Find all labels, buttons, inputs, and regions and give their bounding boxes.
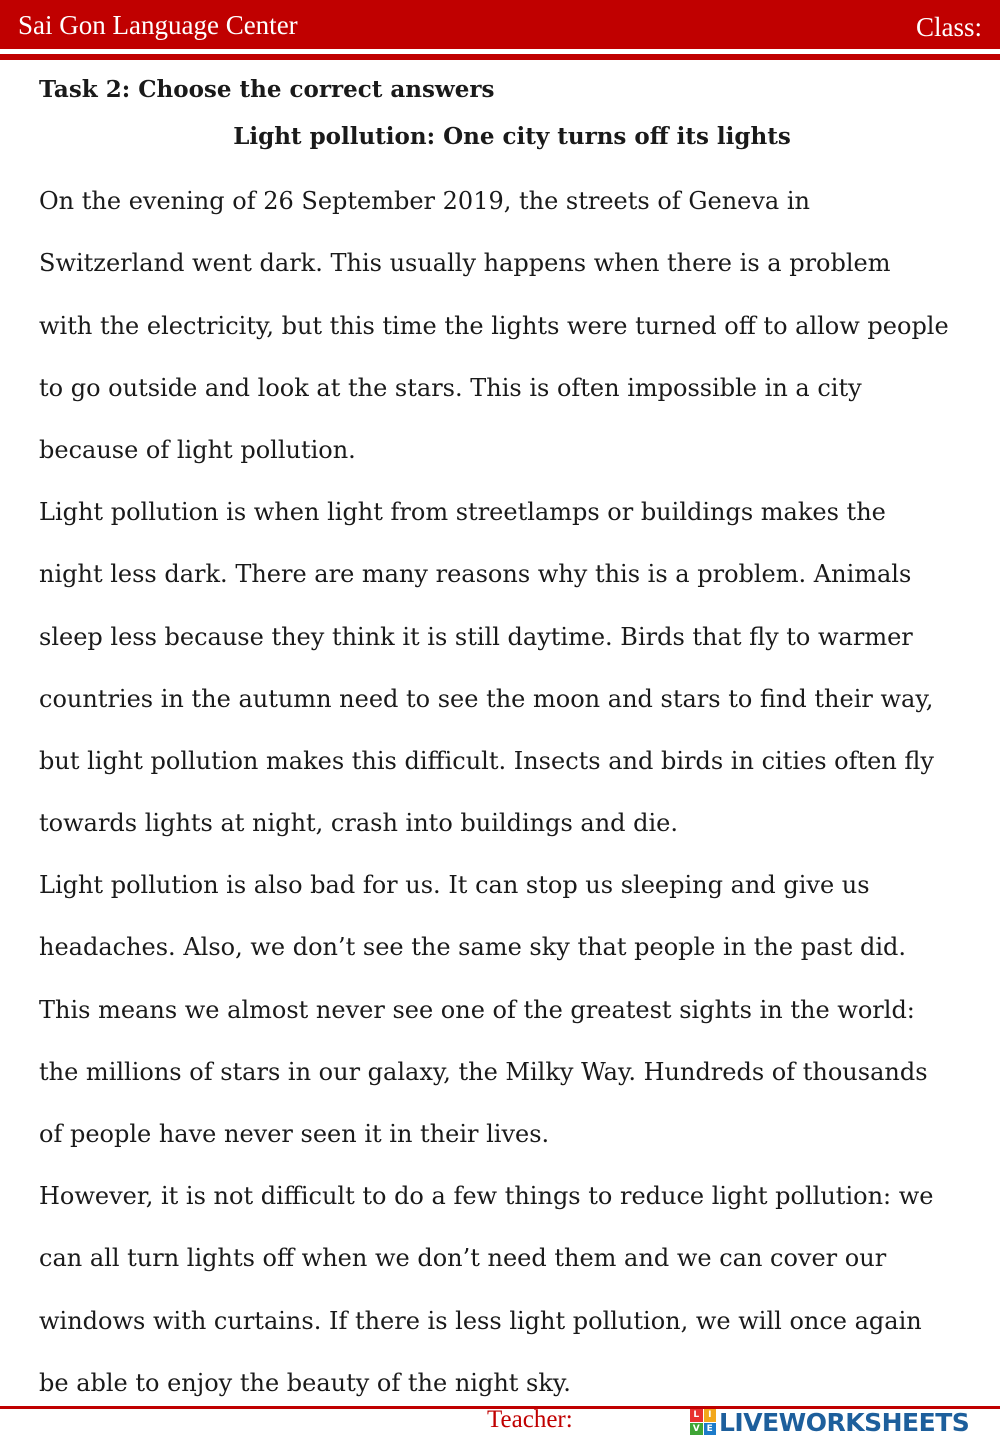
text-line: This means we almost never see one of the greatest sights in the world:: [39, 996, 915, 1024]
logo-letter: I: [704, 1409, 717, 1422]
text-line: of people have never seen it in their lives.: [39, 1120, 550, 1148]
logo-letter: L: [690, 1409, 703, 1422]
text-line: be able to enjoy the beauty of the night sky.: [39, 1369, 571, 1397]
text-line: Switzerland went dark. This usually happens when there is a problem: [39, 249, 891, 277]
text-line: but light pollution makes this difficult. Insects and birds in cities often fly: [39, 747, 934, 775]
class-label: Class:: [915, 12, 982, 42]
text-line: the millions of stars in our galaxy, the Milky Way. Hundreds of thousands: [39, 1058, 928, 1086]
text-line: windows with curtains. If there is less light pollution, we will once again: [39, 1307, 922, 1335]
text-line: towards lights at night, crash into buildings and die.: [39, 809, 679, 837]
article-title: Light pollution: One city turns off its lights: [233, 123, 791, 150]
header-rule: [0, 54, 1000, 60]
text-line: On the evening of 26 September 2019, the streets of Geneva in: [39, 187, 810, 215]
text-line: because of light pollution.: [39, 436, 356, 464]
liveworksheets-logo[interactable]: [690, 1405, 969, 1439]
liveworksheets-wordmark: LIVEWORKSHEETS: [719, 1407, 970, 1437]
task-title: Task 2: Choose the correct answers: [39, 76, 495, 103]
text-line: sleep less because they think it is still daytime. Birds that fly to warmer: [39, 623, 913, 651]
text-line: countries in the autumn need to see the moon and stars to find their way,: [39, 685, 934, 713]
logo-letter: E: [704, 1423, 717, 1436]
text-line: However, it is not difficult to do a few things to reduce light pollution: we: [39, 1182, 934, 1210]
text-line: Light pollution is when light from streetlamps or buildings makes the: [39, 498, 886, 526]
teacher-label: Teacher:: [487, 1406, 573, 1433]
logo-letter: V: [690, 1423, 703, 1436]
text-line: headaches. Also, we don’t see the same sky that people in the past did.: [39, 933, 906, 961]
text-line: night less dark. There are many reasons why this is a problem. Animals: [39, 560, 912, 588]
header-bar: [0, 0, 1000, 49]
text-line: can all turn lights off when we don’t need them and we can cover our: [39, 1244, 887, 1272]
liveworksheets-icon: [690, 1409, 716, 1435]
text-line: with the electricity, but this time the lights were turned off to allow people: [39, 312, 949, 340]
center-name: Sai Gon Language Center: [18, 10, 298, 40]
text-line: to go outside and look at the stars. This is often impossible in a city: [39, 374, 862, 402]
text-line: Light pollution is also bad for us. It can stop us sleeping and give us: [39, 871, 870, 899]
